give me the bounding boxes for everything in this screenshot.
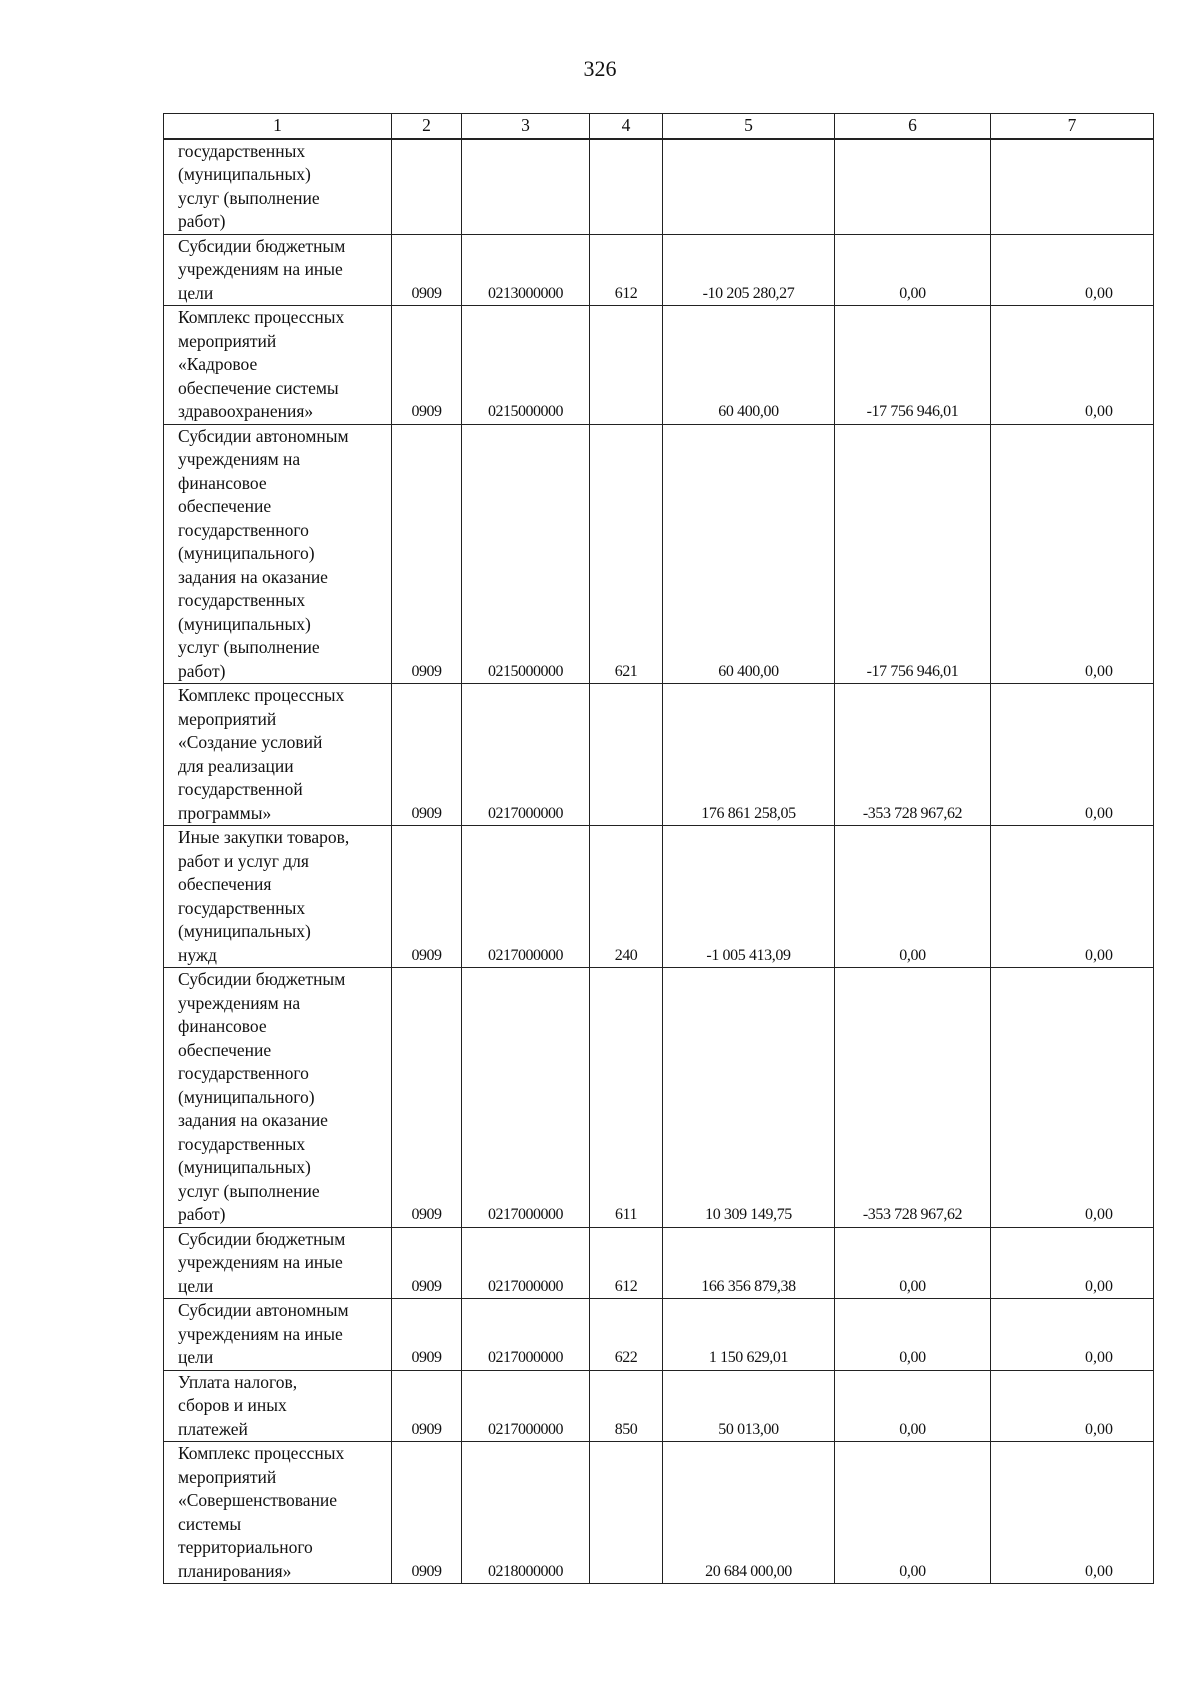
- row-name-cell: [164, 424, 392, 684]
- amount-col6-cell: 0,00: [835, 234, 991, 306]
- column-header: 3: [462, 114, 590, 139]
- row-name-cell: [164, 1227, 392, 1299]
- row-name-line: планирования»: [178, 1560, 292, 1581]
- row-name-cell: [164, 1370, 392, 1442]
- section-code-cell: 0909: [392, 1370, 462, 1442]
- row-name-line: Субсидии автономным: [178, 425, 349, 446]
- row-name-line: государственного: [178, 1063, 309, 1083]
- amount-col7-cell: 0,00: [991, 826, 1154, 968]
- row-name-line: «Совершенствование: [178, 1490, 338, 1510]
- amount-col7-cell: 0,00: [991, 424, 1154, 684]
- expense-type-cell: 622: [590, 1299, 663, 1371]
- section-code-cell: 0909: [392, 968, 462, 1228]
- section-code-cell: 0909: [392, 234, 462, 306]
- row-name-line: (муниципальных): [178, 613, 311, 634]
- table-row: [164, 1299, 1154, 1371]
- section-code-cell: 0909: [392, 1442, 462, 1584]
- amount-col7-cell: [991, 139, 1154, 235]
- row-name-line: услуг (выполнение: [178, 1180, 320, 1201]
- row-name-line: задания на оказание: [178, 566, 328, 587]
- row-name-line: (муниципального): [178, 543, 315, 563]
- table-row: [164, 1370, 1154, 1442]
- row-name-line: сборов и иных: [178, 1395, 287, 1415]
- amount-col5-cell: 166 356 879,38: [663, 1227, 835, 1299]
- expense-type-cell: [590, 139, 663, 235]
- row-name-line: учреждениям на: [178, 449, 301, 469]
- row-name-line: финансовое: [178, 1016, 267, 1036]
- row-name-line: мероприятий: [178, 330, 277, 351]
- column-header: 2: [392, 114, 462, 139]
- section-code-cell: 0909: [392, 684, 462, 826]
- row-name-cell: [164, 234, 392, 306]
- row-name-line: работ): [178, 1204, 226, 1224]
- target-article-cell: 0217000000: [462, 1227, 590, 1299]
- amount-col5-cell: 20 684 000,00: [663, 1442, 835, 1584]
- row-name-line: государственных: [178, 140, 306, 161]
- row-name-line: учреждениям на иные: [178, 1323, 343, 1344]
- amount-col6-cell: -17 756 946,01: [835, 424, 991, 684]
- row-name-line: (муниципальных): [178, 1157, 311, 1177]
- table-row: [164, 684, 1154, 826]
- row-name-line: «Создание условий: [178, 732, 323, 752]
- row-name-line: (муниципального): [178, 1086, 315, 1107]
- column-header: 4: [590, 114, 663, 139]
- amount-col7-cell: 0,00: [991, 234, 1154, 306]
- expense-type-cell: [590, 684, 663, 826]
- row-name-line: государственного: [178, 519, 309, 540]
- target-article-cell: 0215000000: [462, 424, 590, 684]
- amount-col5-cell: 50 013,00: [663, 1370, 835, 1442]
- row-name-line: Субсидии бюджетным: [178, 1228, 346, 1249]
- expense-type-cell: [590, 1442, 663, 1584]
- target-article-cell: [462, 139, 590, 235]
- expense-type-cell: [590, 306, 663, 425]
- table-row: [164, 139, 1154, 235]
- expense-type-cell: 850: [590, 1370, 663, 1442]
- row-name-line: работ): [178, 211, 226, 231]
- row-name-line: учреждениям на: [178, 992, 301, 1013]
- row-name-line: (муниципальных): [178, 921, 311, 941]
- page-number: 326: [583, 56, 617, 81]
- row-name-line: государственной: [178, 779, 303, 799]
- row-name-line: учреждениям на иные: [178, 259, 343, 279]
- amount-col5-cell: 60 400,00: [663, 306, 835, 425]
- row-name-line: цели: [178, 1347, 214, 1367]
- row-name-line: государственных: [178, 590, 306, 610]
- section-code-cell: 0909: [392, 306, 462, 425]
- column-header: 1: [164, 114, 392, 139]
- row-name-cell: [164, 826, 392, 968]
- amount-col6-cell: 0,00: [835, 1370, 991, 1442]
- row-name-line: здравоохранения»: [178, 401, 314, 421]
- table-row: [164, 826, 1154, 968]
- row-name-line: услуг (выполнение: [178, 187, 320, 208]
- section-code-cell: 0909: [392, 826, 462, 968]
- section-code-cell: 0909: [392, 1227, 462, 1299]
- row-name-line: мероприятий: [178, 1466, 277, 1487]
- target-article-cell: 0217000000: [462, 684, 590, 826]
- column-header: 7: [991, 114, 1154, 139]
- amount-col6-cell: -353 728 967,62: [835, 684, 991, 826]
- amount-col5-cell: 176 861 258,05: [663, 684, 835, 826]
- table-row: [164, 424, 1154, 684]
- row-name-line: услуг (выполнение: [178, 637, 320, 657]
- expense-type-cell: 240: [590, 826, 663, 968]
- amount-col6-cell: -353 728 967,62: [835, 968, 991, 1228]
- row-name-cell: [164, 968, 392, 1228]
- amount-col7-cell: 0,00: [991, 684, 1154, 826]
- row-name-line: Субсидии автономным: [178, 1300, 349, 1320]
- section-code-cell: 0909: [392, 1299, 462, 1371]
- row-name-cell: [164, 306, 392, 425]
- expense-type-cell: 621: [590, 424, 663, 684]
- amount-col6-cell: [835, 139, 991, 235]
- row-name-line: территориального: [178, 1537, 313, 1557]
- target-article-cell: 0217000000: [462, 968, 590, 1228]
- row-name-line: обеспечение: [178, 1039, 272, 1060]
- row-name-line: государственных: [178, 897, 306, 918]
- row-name-line: обеспечение системы: [178, 377, 339, 398]
- row-name-line: Комплекс процессных: [178, 307, 345, 327]
- row-name-cell: [164, 139, 392, 235]
- target-article-cell: 0217000000: [462, 1299, 590, 1371]
- column-header: 6: [835, 114, 991, 139]
- amount-col7-cell: 0,00: [991, 1370, 1154, 1442]
- row-name-line: системы: [178, 1513, 242, 1534]
- amount-col5-cell: -10 205 280,27: [663, 234, 835, 306]
- amount-col5-cell: 60 400,00: [663, 424, 835, 684]
- table-row: [164, 1442, 1154, 1584]
- table-row: [164, 234, 1154, 306]
- amount-col5-cell: 10 309 149,75: [663, 968, 835, 1228]
- row-name-line: (муниципальных): [178, 164, 311, 184]
- row-name-line: цели: [178, 282, 214, 303]
- row-name-line: программы»: [178, 802, 272, 823]
- section-code-cell: [392, 139, 462, 235]
- section-code-cell: 0909: [392, 424, 462, 684]
- row-name-line: нужд: [178, 944, 217, 965]
- amount-col6-cell: -17 756 946,01: [835, 306, 991, 425]
- budget-table: [163, 113, 1154, 1584]
- row-name-line: Субсидии бюджетным: [178, 969, 346, 989]
- row-name-line: Иные закупки товаров,: [178, 827, 350, 847]
- amount-col7-cell: 0,00: [991, 968, 1154, 1228]
- expense-type-cell: 612: [590, 234, 663, 306]
- row-name-line: Субсидии бюджетным: [178, 235, 346, 256]
- amount-col5-cell: 1 150 629,01: [663, 1299, 835, 1371]
- target-article-cell: 0215000000: [462, 306, 590, 425]
- row-name-line: финансовое: [178, 472, 267, 493]
- row-name-line: задания на оказание: [178, 1110, 328, 1130]
- row-name-line: Комплекс процессных: [178, 1443, 345, 1463]
- row-name-cell: [164, 684, 392, 826]
- row-name-line: государственных: [178, 1133, 306, 1154]
- row-name-line: учреждениям на иные: [178, 1252, 343, 1272]
- target-article-cell: 0218000000: [462, 1442, 590, 1584]
- amount-col7-cell: 0,00: [991, 1442, 1154, 1584]
- table-row: [164, 306, 1154, 425]
- row-name-line: цели: [178, 1275, 214, 1296]
- amount-col7-cell: 0,00: [991, 1299, 1154, 1371]
- target-article-cell: 0217000000: [462, 1370, 590, 1442]
- column-header: 5: [663, 114, 835, 139]
- table-row: [164, 1227, 1154, 1299]
- row-name-line: Уплата налогов,: [178, 1371, 298, 1392]
- row-name-line: обеспечение: [178, 496, 272, 516]
- amount-col5-cell: [663, 139, 835, 235]
- target-article-cell: 0213000000: [462, 234, 590, 306]
- amount-col5-cell: -1 005 413,09: [663, 826, 835, 968]
- table-row: [164, 968, 1154, 1228]
- row-name-line: «Кадровое: [178, 354, 258, 374]
- amount-col7-cell: 0,00: [991, 306, 1154, 425]
- row-name-line: платежей: [178, 1418, 248, 1439]
- row-name-line: работ и услуг для: [178, 850, 309, 871]
- expense-type-cell: 612: [590, 1227, 663, 1299]
- row-name-line: Комплекс процессных: [178, 685, 345, 705]
- row-name-line: для реализации: [178, 755, 294, 776]
- target-article-cell: 0217000000: [462, 826, 590, 968]
- row-name-line: работ): [178, 660, 226, 681]
- row-name-cell: [164, 1299, 392, 1371]
- amount-col7-cell: 0,00: [991, 1227, 1154, 1299]
- expense-type-cell: 611: [590, 968, 663, 1228]
- amount-col6-cell: 0,00: [835, 1227, 991, 1299]
- amount-col6-cell: 0,00: [835, 826, 991, 968]
- table-body: [164, 139, 1154, 1584]
- row-name-cell: [164, 1442, 392, 1584]
- amount-col6-cell: 0,00: [835, 1299, 991, 1371]
- column-number-row: [164, 114, 1154, 139]
- row-name-line: обеспечения: [178, 874, 272, 894]
- row-name-line: мероприятий: [178, 708, 277, 729]
- amount-col6-cell: 0,00: [835, 1442, 991, 1584]
